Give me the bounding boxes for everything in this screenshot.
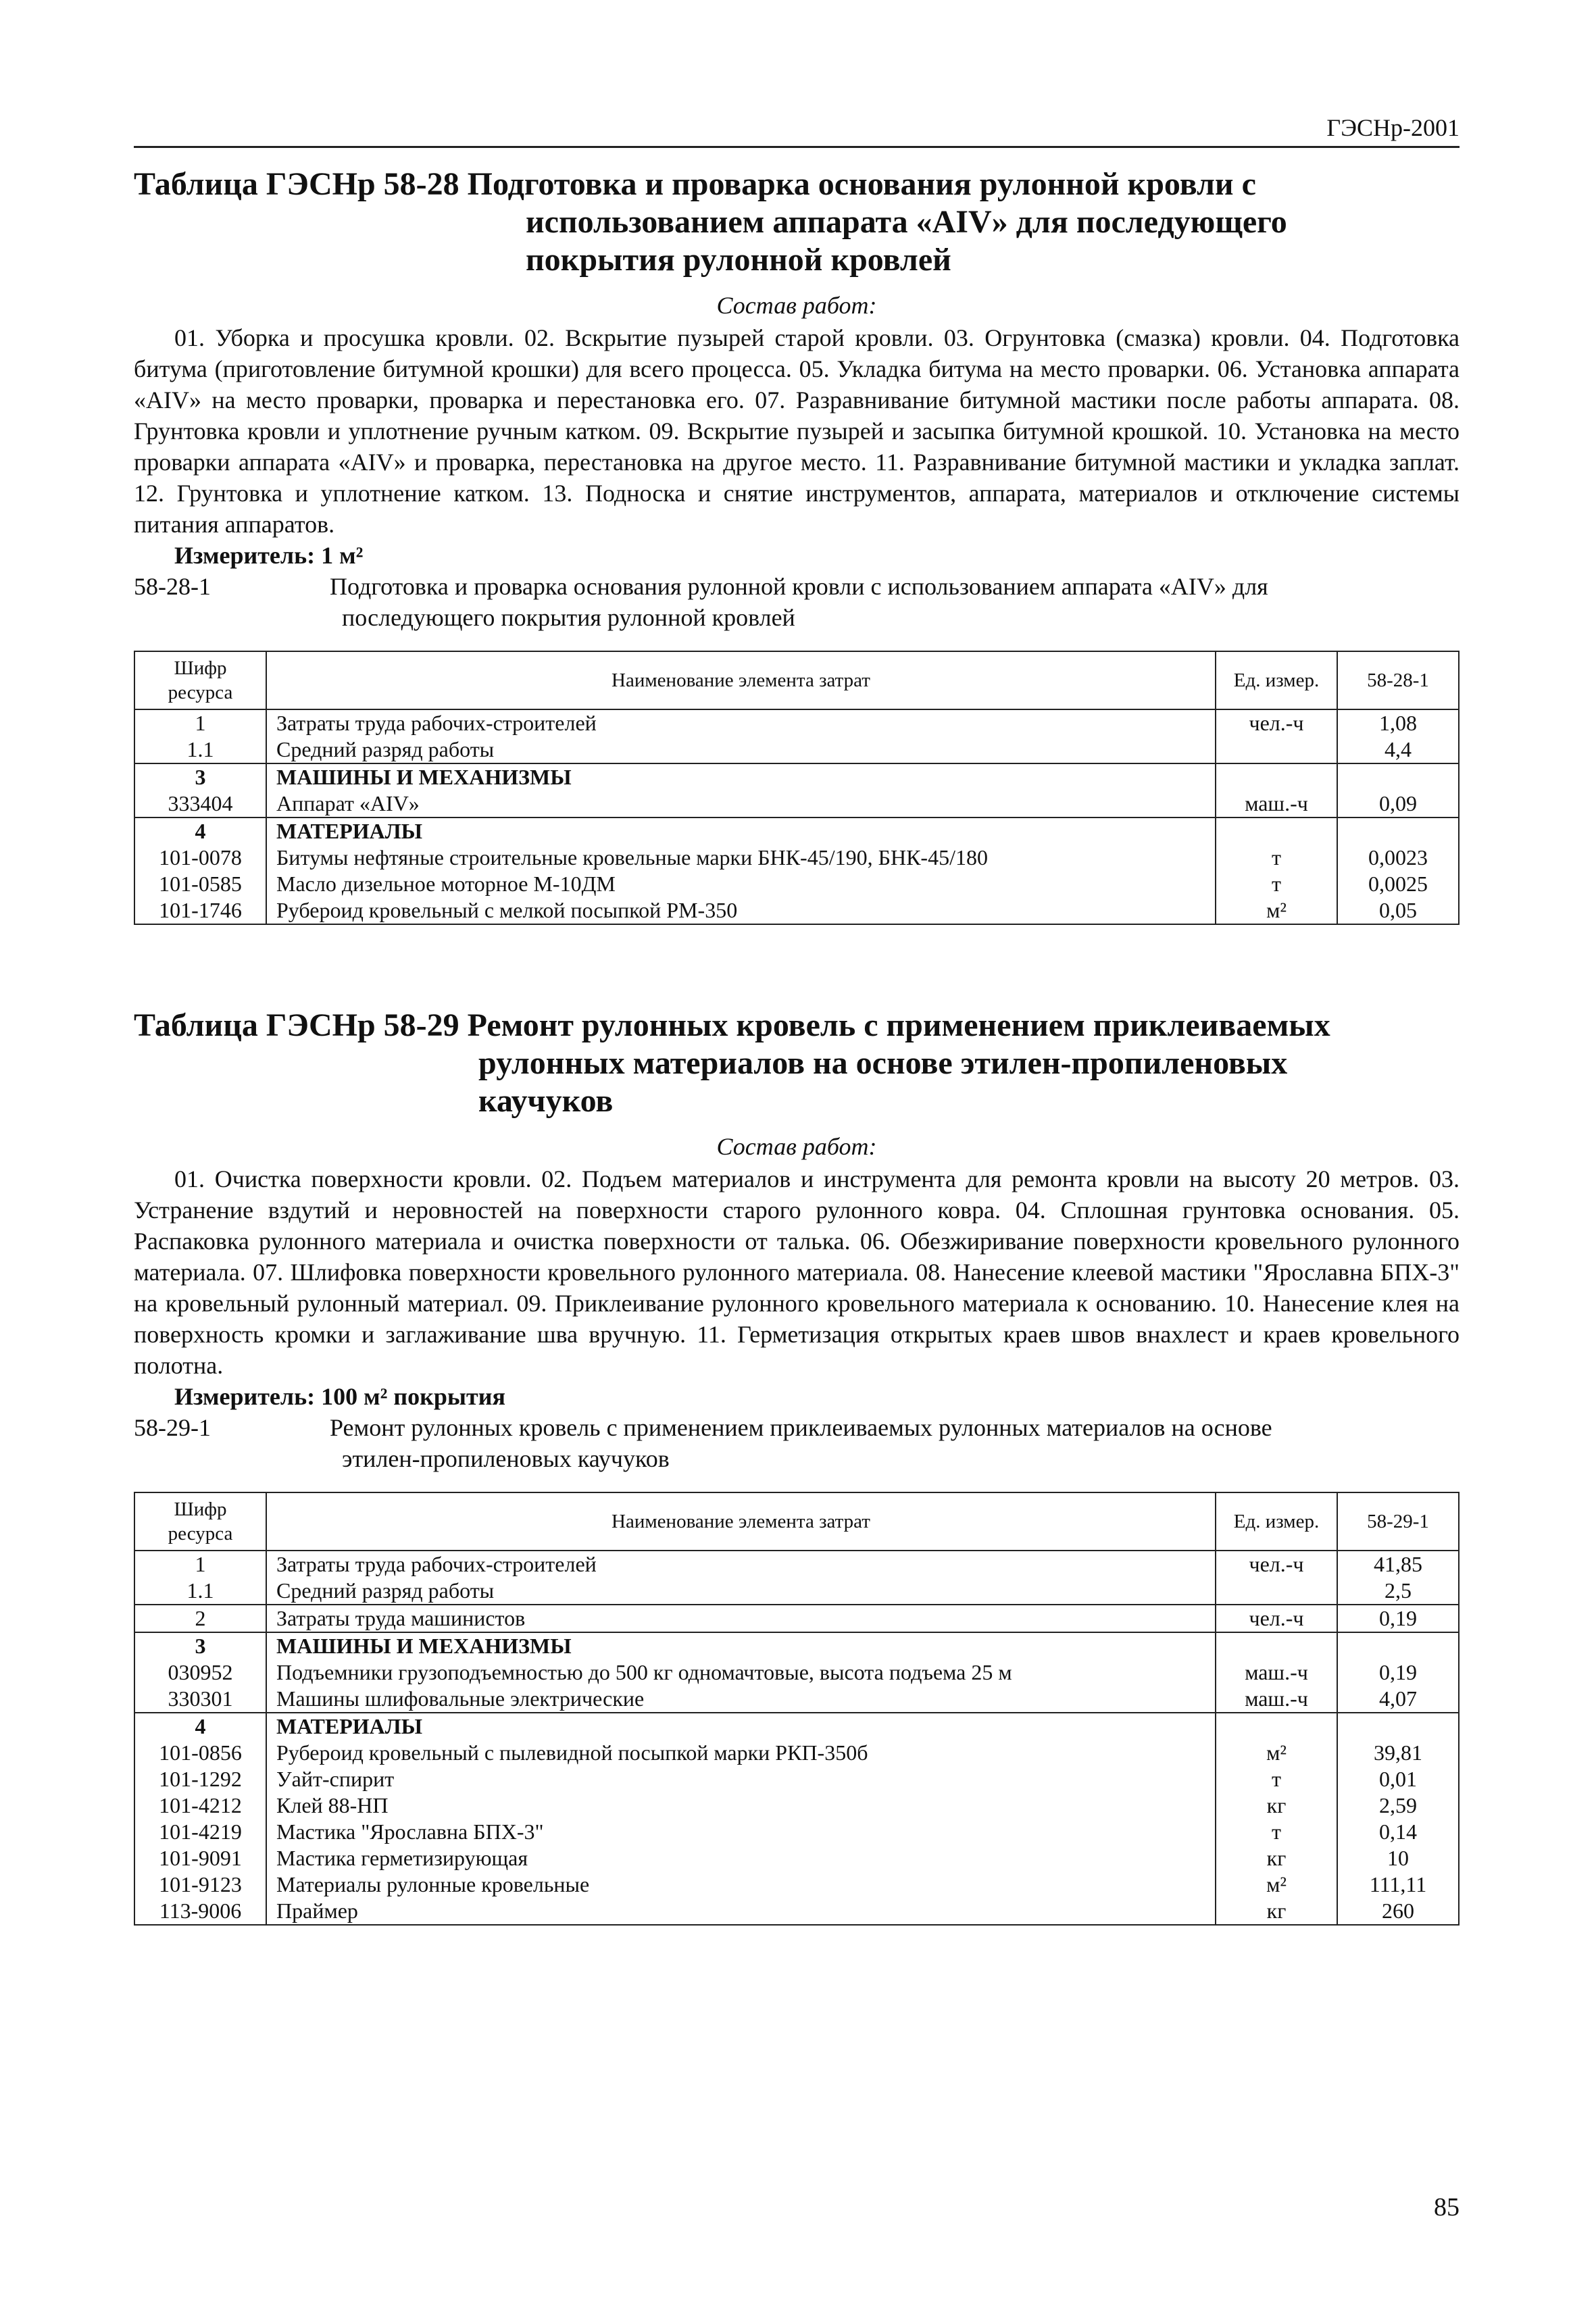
header-cost-element-name: Наименование элемента затрат — [266, 1492, 1216, 1551]
resource-code-cell: 101-0856 — [134, 1740, 266, 1766]
section-58-29 — [134, 1007, 1460, 1926]
header-norm-code: 58-28-1 — [1337, 651, 1459, 709]
resource-code-cell: 101-0078 — [134, 845, 266, 871]
resource-code-cell: 113-9006 — [134, 1898, 266, 1925]
norm-value-cell: 0,0023 — [1337, 845, 1459, 871]
table-row — [134, 1632, 1459, 1659]
norm-value-cell: 0,09 — [1337, 790, 1459, 818]
resource-code-cell: 101-0585 — [134, 871, 266, 897]
document-code: ГЭСНр-2001 — [1326, 114, 1460, 141]
norm-item-description — [330, 571, 1460, 633]
measurement-unit: Измеритель: 1 м² — [174, 542, 364, 569]
norm-value-cell: 0,19 — [1337, 1605, 1459, 1632]
unit-cell — [1216, 818, 1337, 845]
unit-cell: чел.-ч — [1216, 1605, 1337, 1632]
norm-item-description — [330, 1412, 1460, 1474]
norm-value-cell — [1337, 1713, 1459, 1740]
resource-code-cell: 3 — [134, 763, 266, 790]
resource-code-cell: 101-1746 — [134, 897, 266, 924]
section-title-line-2: рулонных материалов на основе этилен-пропиленовых — [478, 1045, 1288, 1081]
norm-value-cell: 2,59 — [1337, 1792, 1459, 1819]
table-row — [134, 1713, 1459, 1740]
resource-code-cell: 4 — [134, 818, 266, 845]
section-title-line-1: Таблица ГЭСНр 58-29 Ремонт рулонных кровель с применением приклеиваемых — [134, 1007, 1330, 1043]
cost-element-name-cell: Рубероид кровельный с мелкой посыпкой РМ-350 — [266, 897, 1216, 924]
unit-cell: м² — [1216, 1740, 1337, 1766]
table-row — [134, 1659, 1459, 1686]
resource-code-cell: 1.1 — [134, 736, 266, 763]
resource-code-cell: 101-9091 — [134, 1845, 266, 1871]
work-composition-label: Состав работ: — [716, 1133, 877, 1160]
cost-element-name-cell: Средний разряд работы — [266, 1578, 1216, 1605]
section-title — [134, 1007, 1460, 1120]
resource-code-cell: 101-4212 — [134, 1792, 266, 1819]
unit-cell: чел.-ч — [1216, 1551, 1337, 1578]
section-title-line-1: Таблица ГЭСНр 58-28 Подготовка и проварка основания рулонной кровли с — [134, 166, 1256, 202]
resource-code-cell: 1 — [134, 1551, 266, 1578]
unit-cell — [1216, 1713, 1337, 1740]
unit-cell: маш.-ч — [1216, 1659, 1337, 1686]
unit-cell: м² — [1216, 897, 1337, 924]
unit-cell — [1216, 1632, 1337, 1659]
unit-cell: кг — [1216, 1792, 1337, 1819]
unit-cell: маш.-ч — [1216, 790, 1337, 818]
cost-element-name-cell: Затраты труда машинистов — [266, 1605, 1216, 1632]
table-row — [134, 1605, 1459, 1632]
table-row — [134, 1845, 1459, 1871]
unit-cell: кг — [1216, 1898, 1337, 1925]
table-row — [134, 736, 1459, 763]
table-row — [134, 1792, 1459, 1819]
norm-item-description-line-2: этилен-пропиленовых каучуков — [342, 1445, 670, 1472]
unit-cell — [1216, 763, 1337, 790]
cost-element-name-cell: Рубероид кровельный с пылевидной посыпкой марки РКП-350б — [266, 1740, 1216, 1766]
cost-element-name-cell: Машины шлифовальные электрические — [266, 1686, 1216, 1713]
unit-cell: м² — [1216, 1871, 1337, 1898]
norm-item-description-line-1: Ремонт рулонных кровель с применением приклеиваемых рулонных материалов на основе — [330, 1414, 1272, 1441]
norm-item — [134, 571, 1460, 633]
header-rule — [134, 146, 1460, 148]
unit-cell: кг — [1216, 1845, 1337, 1871]
norm-value-cell: 260 — [1337, 1898, 1459, 1925]
cost-element-name-cell: Материалы рулонные кровельные — [266, 1871, 1216, 1898]
resource-code-cell: 333404 — [134, 790, 266, 818]
measurement-unit: Измеритель: 100 м² покрытия — [174, 1383, 505, 1410]
norm-item-code: 58-29-1 — [134, 1414, 211, 1441]
resource-code-cell: 101-1292 — [134, 1766, 266, 1792]
cost-element-name-cell: Клей 88-НП — [266, 1792, 1216, 1819]
cost-element-name-cell: МАШИНЫ И МЕХАНИЗМЫ — [266, 1632, 1216, 1659]
norm-item — [134, 1412, 1460, 1474]
work-composition-text: 01. Очистка поверхности кровли. 02. Подъем материалов и инструмента для ремонта кровли на высоту 20 метров. 03. Устранение вздутий и неровностей на поверхности старого рулонного ковра. 04. Сплошная грунтовка основания. 05. Распаковка рулонного материала и очистка поверхности от талька. 06. Обезжиривание поверхности кровельного рулонного материала. 07. Шлифовка поверхности кровельного рулонного материала. 08. Нанесение клеевой мастики "Ярославна БПХ-3" на кровельный рулонный материал. 09. Приклеивание рулонного кровельного материала к основанию. 10. Нанесение клея на поверхность кромки и заглаживание шва вручную. 11. Герметизация открытых краев швов внахлест и краев кровельного полотна. — [134, 1165, 1460, 1379]
table-row — [134, 871, 1459, 897]
section-title-line-2: использованием аппарата «AIV» для последующего — [526, 204, 1287, 240]
norm-value-cell: 0,05 — [1337, 897, 1459, 924]
resource-table-body — [134, 1551, 1459, 1925]
cost-element-name-cell: Аппарат «AIV» — [266, 790, 1216, 818]
work-composition-text: 01. Уборка и просушка кровли. 02. Вскрытие пузырей старой кровли. 03. Огрунтовка (смазка) кровли. 04. Подготовка битума (приготовление битумной крошки) для всего процесса. 05. Укладка битума на место проварки. 06. Установка аппарата «AIV» на место проварки, проварка и перестановка его. 07. Разравнивание битумной мастики после работы аппарата. 08. Грунтовка кровли и уплотнение ручным катком. 09. Вскрытие пузырей и засыпка битумной крошкой. 10. Установка на место проварки аппарата «AIV» и проварка, перестановка на другое место. 11. Разравнивание битумной мастики и укладка заплат. 12. Грунтовка и уплотнение катком. 13. Подноска и снятие инструментов, аппарата, материалов и отключение системы питания аппаратов. — [134, 324, 1460, 538]
header-resource-code: Шифр ресурса — [134, 651, 266, 709]
section-title — [134, 166, 1460, 279]
cost-element-name-cell: Подъемники грузоподъемностью до 500 кг одномачтовые, высота подъема 25 м — [266, 1659, 1216, 1686]
cost-element-name-cell: Мастика герметизирующая — [266, 1845, 1216, 1871]
cost-element-name-cell: МАШИНЫ И МЕХАНИЗМЫ — [266, 763, 1216, 790]
norm-value-cell — [1337, 763, 1459, 790]
section-title-line-3: покрытия рулонной кровлей — [526, 242, 951, 278]
unit-cell: т — [1216, 871, 1337, 897]
cost-element-name-cell: Праймер — [266, 1898, 1216, 1925]
resource-code-cell: 101-4219 — [134, 1819, 266, 1845]
cost-element-name-cell: Средний разряд работы — [266, 736, 1216, 763]
table-row — [134, 1766, 1459, 1792]
table-row — [134, 1740, 1459, 1766]
unit-cell: чел.-ч — [1216, 709, 1337, 736]
norm-value-cell: 4,4 — [1337, 736, 1459, 763]
cost-element-name-cell: МАТЕРИАЛЫ — [266, 818, 1216, 845]
cost-element-name-cell: Затраты труда рабочих-строителей — [266, 709, 1216, 736]
work-composition-label: Состав работ: — [716, 292, 877, 319]
norm-value-cell: 0,19 — [1337, 1659, 1459, 1686]
norm-value-cell: 1,08 — [1337, 709, 1459, 736]
unit-cell: т — [1216, 845, 1337, 871]
table-row — [134, 1819, 1459, 1845]
table-row — [134, 763, 1459, 790]
resource-code-cell: 1.1 — [134, 1578, 266, 1605]
table-row — [134, 790, 1459, 818]
cost-element-name-cell: Затраты труда рабочих-строителей — [266, 1551, 1216, 1578]
norm-value-cell: 111,11 — [1337, 1871, 1459, 1898]
table-row — [134, 709, 1459, 736]
norm-value-cell: 0,14 — [1337, 1819, 1459, 1845]
norm-value-cell: 0,01 — [1337, 1766, 1459, 1792]
header-norm-code: 58-29-1 — [1337, 1492, 1459, 1551]
resource-code-cell: 3 — [134, 1632, 266, 1659]
norm-value-cell: 41,85 — [1337, 1551, 1459, 1578]
norm-item-code: 58-28-1 — [134, 573, 211, 600]
resource-table-header — [134, 1492, 1459, 1551]
section-title-line-3: каучуков — [478, 1083, 614, 1119]
norm-value-cell: 4,07 — [1337, 1686, 1459, 1713]
norm-item-description-line-1: Подготовка и проварка основания рулонной кровли с использованием аппарата «AIV» для — [330, 573, 1268, 600]
resource-code-cell: 101-9123 — [134, 1871, 266, 1898]
unit-cell: маш.-ч — [1216, 1686, 1337, 1713]
resource-table — [134, 651, 1460, 925]
unit-cell — [1216, 1578, 1337, 1605]
table-row — [134, 1898, 1459, 1925]
norm-item-description-line-2: последующего покрытия рулонной кровлей — [342, 604, 795, 631]
unit-cell: т — [1216, 1766, 1337, 1792]
section-58-28 — [134, 166, 1460, 925]
table-row — [134, 1551, 1459, 1578]
norm-value-cell — [1337, 1632, 1459, 1659]
cost-element-name-cell: Уайт-спирит — [266, 1766, 1216, 1792]
table-row — [134, 818, 1459, 845]
unit-cell — [1216, 736, 1337, 763]
resource-code-cell: 330301 — [134, 1686, 266, 1713]
cost-element-name-cell: Мастика "Ярославна БПХ-3" — [266, 1819, 1216, 1845]
resource-code-cell: 2 — [134, 1605, 266, 1632]
resource-code-cell: 030952 — [134, 1659, 266, 1686]
table-row — [134, 1871, 1459, 1898]
cost-element-name-cell: Битумы нефтяные строительные кровельные марки БНК-45/190, БНК-45/180 — [266, 845, 1216, 871]
header-unit: Ед. измер. — [1216, 651, 1337, 709]
resource-table-body — [134, 709, 1459, 924]
unit-cell: т — [1216, 1819, 1337, 1845]
table-row — [134, 1686, 1459, 1713]
resource-code-cell: 1 — [134, 709, 266, 736]
page-number: 85 — [1434, 2193, 1460, 2221]
header-unit: Ед. измер. — [1216, 1492, 1337, 1551]
norm-value-cell: 2,5 — [1337, 1578, 1459, 1605]
header-cost-element-name: Наименование элемента затрат — [266, 651, 1216, 709]
header-resource-code: Шифр ресурса — [134, 1492, 266, 1551]
norm-value-cell: 39,81 — [1337, 1740, 1459, 1766]
resource-table-header — [134, 651, 1459, 709]
table-row — [134, 845, 1459, 871]
norm-value-cell: 10 — [1337, 1845, 1459, 1871]
cost-element-name-cell: МАТЕРИАЛЫ — [266, 1713, 1216, 1740]
table-row — [134, 1578, 1459, 1605]
table-row — [134, 897, 1459, 924]
resource-table — [134, 1492, 1460, 1926]
norm-value-cell: 0,0025 — [1337, 871, 1459, 897]
resource-code-cell: 4 — [134, 1713, 266, 1740]
norm-value-cell — [1337, 818, 1459, 845]
cost-element-name-cell: Масло дизельное моторное М-10ДМ — [266, 871, 1216, 897]
